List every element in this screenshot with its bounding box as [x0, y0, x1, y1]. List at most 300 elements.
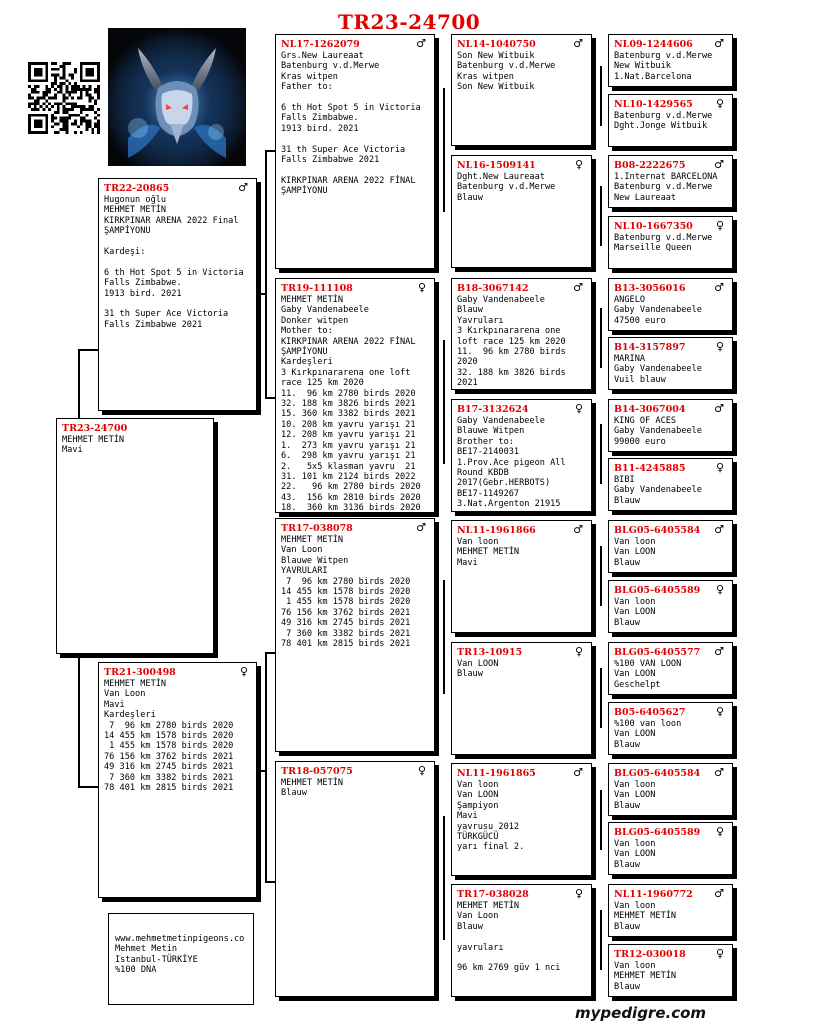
detail-line: Round KBDB — [457, 468, 509, 479]
detail-line: Geschelpt — [614, 679, 661, 690]
detail-line: Mavi — [457, 811, 478, 822]
detail-line: Van LOON — [614, 729, 656, 740]
qr-code-icon — [28, 62, 100, 134]
detail-line: TÜRKGÜCÜ — [457, 832, 499, 843]
female-icon: ♀ — [574, 645, 583, 658]
pigeon-details — [614, 537, 727, 568]
detail-line: 1913 bird. 2021 — [281, 123, 359, 134]
detail-line: yavruları — [457, 942, 504, 953]
pedigree-card-gen4-1[interactable] — [608, 34, 733, 87]
male-icon: ♂ — [714, 402, 724, 415]
detail-line: Blauw — [614, 800, 640, 811]
pigeon-details — [457, 172, 586, 203]
detail-line: Blauw — [457, 305, 483, 316]
female-icon: ♀ — [574, 402, 583, 415]
pedigree-card-ggs-8[interactable] — [451, 884, 592, 997]
detail-line: Blauw — [457, 192, 483, 203]
detail-line: 11. 96 km 2780 birds 2020 — [281, 388, 416, 399]
pigeon-details — [457, 659, 586, 680]
detail-line: 7 360 km 3382 birds 2021 — [104, 772, 234, 783]
detail-line: Mavi — [62, 445, 83, 456]
detail-line: 18. 360 km 3136 birds 2020 — [281, 503, 421, 513]
female-icon: ♀ — [715, 461, 724, 474]
detail-line: Marseille Queen — [614, 243, 692, 254]
detail-line: MEHMET METİN — [281, 778, 344, 788]
detail-line: Gaby Vandenabeele — [614, 305, 702, 316]
detail-line: 32. 188 km 3826 birds 2021 — [281, 399, 416, 410]
detail-line — [281, 134, 429, 144]
pedigree-card-gen4-10[interactable] — [608, 580, 733, 633]
detail-line: Van Loon — [104, 689, 146, 700]
detail-line: Kardeşleri — [104, 710, 156, 721]
pedigree-card-gen4-8[interactable] — [608, 458, 733, 511]
detail-line: Gaby Vandenabeele — [457, 416, 545, 426]
ring-number: TR13-10915 — [457, 647, 523, 658]
male-icon: ♂ — [714, 766, 724, 779]
detail-line: ŞAMPİYONU — [104, 226, 151, 237]
detail-line: yarı final 2. — [457, 842, 525, 853]
pigeon-details — [457, 901, 586, 974]
detail-line: Blauw — [614, 981, 640, 992]
detail-line: MEHMET METİN — [457, 901, 520, 911]
female-icon: ♀ — [715, 825, 724, 838]
male-icon: ♂ — [573, 523, 583, 536]
detail-line: 99000 euro — [614, 436, 666, 447]
female-icon: ♀ — [417, 281, 426, 294]
detail-line: 12. 208 km yavru yarışı 21 — [281, 430, 416, 441]
pedigree-card-gen4-6[interactable] — [608, 337, 733, 390]
detail-line: Gaby Vandenabeele — [281, 305, 369, 316]
ring-number: B14-3067004 — [614, 404, 686, 415]
connector-line — [443, 816, 445, 940]
detail-line: 3 Kırkpınararena one loft — [281, 367, 411, 378]
detail-line: Van loon — [614, 537, 656, 547]
ring-number: B18-3067142 — [457, 283, 529, 294]
detail-line — [457, 953, 586, 963]
detail-line: MEHMET METİN — [281, 295, 344, 305]
detail-line: 7 96 km 2780 birds 2020 — [104, 720, 234, 731]
detail-line: MEHMET METİN — [104, 205, 167, 216]
pigeon-details — [457, 295, 586, 389]
female-icon: ♀ — [574, 158, 583, 171]
detail-line — [281, 165, 429, 175]
detail-line: BIBI — [614, 475, 635, 485]
detail-line: Mother to: — [281, 326, 333, 337]
detail-line: 1 455 km 1578 birds 2020 — [104, 741, 234, 752]
pedigree-card-dam-dam[interactable] — [275, 761, 435, 997]
male-icon: ♂ — [714, 887, 724, 900]
pedigree-card-gen4-12[interactable] — [608, 702, 733, 755]
contact-location: Istanbul-TÜRKİYE — [115, 954, 198, 965]
detail-line: Blauw — [614, 495, 640, 506]
female-icon: ♀ — [715, 219, 724, 232]
detail-line: 22. 96 km 2780 birds 2020 — [281, 482, 421, 493]
connector-line — [600, 308, 602, 368]
detail-line: Hugonun oğlu — [104, 195, 167, 205]
ring-number: TR18-057075 — [281, 766, 353, 777]
detail-line: Blauw — [457, 669, 483, 680]
detail-line: Father to: — [281, 82, 333, 93]
pedigree-card-ggs-6[interactable] — [451, 642, 592, 755]
detail-line: 78 401 km 2815 birds 2021 — [104, 783, 234, 794]
detail-line — [457, 932, 586, 942]
ring-number: B17-3132624 — [457, 404, 529, 415]
pigeon-details — [457, 780, 586, 853]
detail-line: KIRKPINAR ARENA 2022 FİNAL — [281, 175, 416, 186]
detail-line: Yavruları — [457, 315, 504, 326]
pedigree-card-gen4-7[interactable] — [608, 399, 733, 452]
detail-line: race 125 km 2020 — [281, 378, 364, 389]
detail-line: New Witbuik — [614, 61, 671, 72]
pigeon-details — [614, 111, 727, 132]
detail-line: New Laureaat — [614, 192, 677, 203]
detail-line: Van loon — [614, 901, 656, 911]
detail-line: Dght.Jonge Witbuik — [614, 121, 708, 132]
detail-line: Falls Zimbabwe. — [104, 278, 182, 289]
pigeon-details — [614, 719, 727, 750]
detail-line: 3.Nat.Argenton 21915 — [457, 499, 561, 510]
pedigree-card-subject[interactable] — [56, 418, 214, 654]
ring-number: BLG05-6405584 — [614, 768, 701, 779]
pedigree-card-gen4-13[interactable] — [608, 763, 733, 816]
detail-line: 31. 101 km 2124 birds 2022 — [281, 471, 416, 482]
pigeon-details — [614, 901, 727, 932]
detail-line: BE17-2140031 — [457, 447, 520, 458]
detail-line: 10. 208 km yavru yarışı 21 — [281, 419, 416, 430]
detail-line: BE17-1149267 — [457, 488, 520, 499]
pedigree-card-dam[interactable] — [98, 662, 257, 898]
pedigree-card-gen4-11[interactable] — [608, 642, 733, 695]
female-icon: ♀ — [715, 340, 724, 353]
pedigree-card-sire-sire[interactable] — [275, 34, 435, 269]
ring-number: NL11-1961865 — [457, 768, 536, 779]
pigeon-details — [614, 475, 727, 506]
pigeon-details — [614, 597, 727, 628]
detail-line: Kras witpen — [457, 71, 514, 82]
detail-line: 78 401 km 2815 birds 2021 — [281, 639, 411, 650]
detail-line: 47500 euro — [614, 315, 666, 326]
detail-line — [104, 237, 251, 247]
detail-line: %100 VAN LOON — [614, 659, 682, 669]
detail-line: Blauw — [614, 739, 640, 750]
detail-line: Van loon — [614, 780, 656, 790]
contact-name: Mehmet Metin — [115, 944, 178, 955]
male-icon: ♂ — [573, 766, 583, 779]
detail-line: 1913 bird. 2021 — [104, 288, 182, 299]
ring-number: TR23-24700 — [62, 423, 128, 434]
pigeon-details — [281, 51, 429, 197]
detail-line: Gaby Vandenabeele — [614, 485, 702, 496]
connector-line — [265, 652, 267, 882]
detail-line: 1. 273 km yavru yarışı 21 — [281, 440, 416, 451]
connector-line — [600, 790, 602, 850]
pedigree-card-gen4-15[interactable] — [608, 884, 733, 937]
detail-line: Grs.New Laureaat — [281, 51, 364, 61]
detail-line: Son New Witbuik — [457, 51, 535, 61]
detail-line: MEHMET METİN — [281, 535, 344, 545]
detail-line: Van loon — [457, 780, 499, 790]
detail-line: 14 455 km 1578 birds 2020 — [104, 731, 234, 742]
male-icon: ♂ — [416, 521, 426, 534]
ring-number: TR17-038078 — [281, 523, 353, 534]
ring-number: NL17-1262079 — [281, 39, 360, 50]
detail-line: Van Loon — [281, 545, 323, 556]
detail-line: Son New Witbuik — [457, 82, 535, 93]
detail-line: 1.Internat BARCELONA — [614, 172, 718, 182]
detail-line: ANGELO — [614, 295, 646, 305]
ring-number: NL14-1040750 — [457, 39, 536, 50]
pigeon-details — [281, 295, 429, 513]
detail-line: 11. 96 km 2780 birds — [457, 347, 566, 358]
connector-line — [600, 546, 602, 606]
detail-line: Batenburg v.d.Merwe — [457, 182, 556, 193]
female-icon: ♀ — [239, 665, 248, 678]
connector-line — [265, 150, 275, 152]
pigeon-details — [614, 961, 727, 992]
pigeon-details — [614, 51, 727, 82]
detail-line: Blauw — [614, 921, 640, 932]
male-icon: ♂ — [714, 37, 724, 50]
pedigree-card-gen4-5[interactable] — [608, 278, 733, 331]
female-icon: ♀ — [715, 583, 724, 596]
ring-number: TR17-038028 — [457, 889, 529, 900]
detail-line: Van LOON — [457, 790, 499, 801]
detail-line: Batenburg v.d.Merwe — [614, 111, 713, 121]
pedigree-card-gen4-2[interactable] — [608, 94, 733, 147]
male-icon: ♂ — [573, 37, 583, 50]
pedigree-card-ggs-7[interactable] — [451, 763, 592, 876]
detail-line: ŞAMPİYONU — [281, 186, 328, 197]
connector-line — [600, 668, 602, 728]
ring-number: NL10-1667350 — [614, 221, 693, 232]
male-icon: ♂ — [238, 181, 248, 194]
ring-number: BLG05-6405589 — [614, 827, 701, 838]
detail-line: Falls Zimbabwe 2021 — [104, 319, 203, 330]
male-icon: ♂ — [714, 158, 724, 171]
detail-line: Blauw — [614, 859, 640, 870]
pigeon-details — [614, 780, 727, 811]
connector-line — [443, 580, 445, 694]
pigeon-details — [457, 51, 586, 93]
detail-line: YAVRULARI — [281, 566, 328, 577]
detail-line: Batenburg v.d.Merwe — [457, 61, 556, 72]
contact-dna: %100 DNA — [115, 965, 157, 976]
pigeon-details — [281, 778, 429, 799]
pedigree-card-gen4-4[interactable] — [608, 216, 733, 269]
detail-line: Blauw — [457, 921, 483, 932]
ring-number: B05-6405627 — [614, 707, 686, 718]
female-icon: ♀ — [574, 887, 583, 900]
male-icon: ♂ — [714, 523, 724, 536]
detail-line: 1.Prov.Ace pigeon All — [457, 457, 566, 468]
pigeon-details — [62, 435, 208, 456]
contact-box — [108, 913, 254, 1005]
pigeon-details — [104, 195, 251, 330]
female-icon: ♀ — [417, 764, 426, 777]
detail-line: 31 th Super Ace Victoria — [104, 309, 229, 320]
ring-number: TR22-20865 — [104, 183, 170, 194]
detail-line: MEHMET METİN — [457, 547, 520, 558]
detail-line: 31 th Super Ace Victoria — [281, 144, 406, 155]
detail-line: 49 316 km 2745 birds 2021 — [104, 762, 234, 773]
detail-line: 2. 5x5 klasman yavru 21 — [281, 461, 416, 472]
male-icon: ♂ — [714, 281, 724, 294]
detail-line: MEHMET METİN — [614, 971, 677, 982]
connector-line — [265, 881, 275, 883]
detail-line: Donker witpen — [281, 315, 349, 326]
detail-line: Van Loon — [457, 911, 499, 922]
detail-line — [104, 299, 251, 309]
female-icon: ♀ — [715, 97, 724, 110]
pigeon-details — [104, 679, 251, 793]
detail-line: 7 96 km 2780 birds 2020 — [281, 576, 411, 587]
ring-number: NL11-1960772 — [614, 889, 693, 900]
detail-line: Van LOON — [614, 607, 656, 618]
detail-line: Van loon — [457, 537, 499, 547]
detail-line — [281, 93, 429, 103]
pedigree-card-ggs-3[interactable] — [451, 278, 592, 390]
detail-line: MEHMET METİN — [104, 679, 167, 689]
ring-number: NL10-1429565 — [614, 99, 693, 110]
pigeon-details — [614, 416, 727, 447]
ring-number: TR19-111108 — [281, 283, 353, 294]
detail-line: %100 van loon — [614, 719, 682, 729]
detail-line: loft race 125 km 2020 — [457, 336, 566, 347]
pigeon-details — [614, 839, 727, 870]
detail-line: Blauw — [614, 557, 640, 568]
detail-line: KIRKPINAR ARENA 2022 FİNAL — [281, 336, 416, 347]
connector-line — [265, 652, 275, 654]
detail-line: Blauw — [281, 788, 307, 799]
detail-line: MEHMET METİN — [614, 911, 677, 922]
detail-line: Van loon — [614, 839, 656, 849]
detail-line: 49 316 km 2745 birds 2021 — [281, 618, 411, 629]
pedigree-card-gen4-9[interactable] — [608, 520, 733, 573]
detail-line: 96 km 2769 güv 1 nci — [457, 963, 561, 974]
detail-line: MEHMET METİN — [62, 435, 125, 445]
detail-line: 76 156 km 3762 birds 2021 — [281, 607, 411, 618]
detail-line: Mavi — [104, 699, 125, 710]
detail-line: Batenburg v.d.Merwe — [614, 233, 713, 243]
detail-line: 15. 360 km 3382 birds 2021 — [281, 409, 416, 420]
detail-line: Brother to: — [457, 436, 514, 447]
ring-number: B08-2222675 — [614, 160, 686, 171]
detail-line: Van loon — [614, 961, 656, 971]
detail-line: Van LOON — [614, 547, 656, 558]
pedigree-card-ggs-4[interactable] — [451, 399, 592, 512]
ring-number: B11-4245885 — [614, 463, 686, 474]
pedigree-card-ggs-2[interactable] — [451, 155, 592, 268]
detail-line: 6. 298 km yavru yarışı 21 — [281, 451, 416, 462]
detail-line: MARINA — [614, 354, 646, 364]
pigeon-details — [614, 295, 727, 326]
detail-line: Dght.New Laureaat — [457, 172, 545, 182]
detail-line: Van LOON — [614, 849, 656, 860]
pigeon-details — [614, 172, 727, 203]
pigeon-details — [614, 659, 727, 690]
connector-line — [600, 424, 602, 484]
pigeon-details — [614, 233, 727, 254]
ring-number: NL09-1244606 — [614, 39, 693, 50]
detail-line: yavrusu 2012 — [457, 821, 520, 832]
detail-line: Van loon — [614, 597, 656, 607]
pedigree-card-gen4-14[interactable] — [608, 822, 733, 875]
detail-line: KING OF ACES — [614, 416, 677, 426]
ring-number: B13-3056016 — [614, 283, 686, 294]
connector-line — [257, 293, 267, 295]
detail-line: Kras witpen — [281, 71, 338, 82]
detail-line: 43. 156 km 2810 birds 2020 — [281, 492, 421, 503]
dragon-photo-icon — [108, 28, 246, 166]
connector-line — [78, 349, 98, 351]
detail-line: 6 th Hot Spot 5 in Victoria — [104, 267, 244, 278]
ring-number: NL11-1961866 — [457, 525, 536, 536]
detail-line: Batenburg v.d.Merwe — [614, 182, 713, 193]
detail-line: Gaby Vandenabeele — [457, 295, 545, 305]
detail-line: Falls Zimbabwe. — [281, 113, 359, 124]
female-icon: ♀ — [715, 705, 724, 718]
detail-line: Şampiyon — [457, 800, 499, 811]
detail-line: Blauwe Witpen — [457, 426, 525, 437]
pedigree-card-gen4-16[interactable] — [608, 944, 733, 997]
detail-line: Gaby Vandenabeele — [614, 426, 702, 437]
connector-line — [443, 88, 445, 212]
connector-line — [600, 66, 602, 126]
connector-line — [78, 786, 98, 788]
contact-website[interactable]: www.mehmetmetinpigeons.co — [115, 934, 245, 944]
pedigree-title: TR23-24700 — [338, 10, 481, 34]
pedigree-card-ggs-1[interactable] — [451, 34, 592, 146]
detail-line: ŞAMPİYONU — [281, 347, 328, 358]
detail-line: 76 156 km 3762 birds 2021 — [104, 751, 234, 762]
pigeon-details — [457, 416, 586, 510]
ring-number: NL16-1509141 — [457, 160, 536, 171]
detail-line: 1.Nat.Barcelona — [614, 71, 692, 82]
connector-line — [257, 770, 267, 772]
pedigree-card-dam-sire[interactable] — [275, 518, 435, 752]
pedigree-card-gen4-3[interactable] — [608, 155, 733, 208]
ring-number: TR12-030018 — [614, 949, 686, 960]
connector-line — [265, 397, 275, 399]
ring-number: BLG05-6405577 — [614, 647, 701, 658]
detail-line: 2021 — [457, 378, 478, 389]
detail-line: 1 455 km 1578 birds 2020 — [281, 597, 411, 608]
connector-line — [600, 186, 602, 246]
detail-line: KIRKPINAR ARENA 2022 Final — [104, 215, 239, 226]
detail-line: 2020 — [457, 357, 478, 368]
pedigree-card-sire[interactable] — [98, 178, 257, 411]
detail-line: Van LOON — [457, 659, 499, 669]
detail-line: Kardeşleri — [281, 357, 333, 368]
detail-line: 6 th Hot Spot 5 in Victoria — [281, 103, 421, 114]
connector-line — [443, 340, 445, 464]
detail-line: 3 Kırkpınararena one — [457, 326, 561, 337]
detail-line: 32. 188 km 3826 birds — [457, 367, 566, 378]
connector-line — [600, 910, 602, 970]
connector-line — [265, 150, 267, 398]
ring-number: BLG05-6405589 — [614, 585, 701, 596]
pedigree-card-ggs-5[interactable] — [451, 520, 592, 633]
detail-line: Van LOON — [614, 669, 656, 680]
brand-logo[interactable]: mypedigre.com — [575, 1004, 707, 1022]
detail-line: Falls Zimbabwe 2021 — [281, 155, 380, 166]
detail-line: 14 455 km 1578 birds 2020 — [281, 587, 411, 598]
pedigree-card-sire-dam[interactable] — [275, 278, 435, 513]
ring-number: TR21-300498 — [104, 667, 176, 678]
female-icon: ♀ — [715, 947, 724, 960]
male-icon: ♂ — [573, 281, 583, 294]
detail-line: Vuil blauw — [614, 374, 666, 385]
